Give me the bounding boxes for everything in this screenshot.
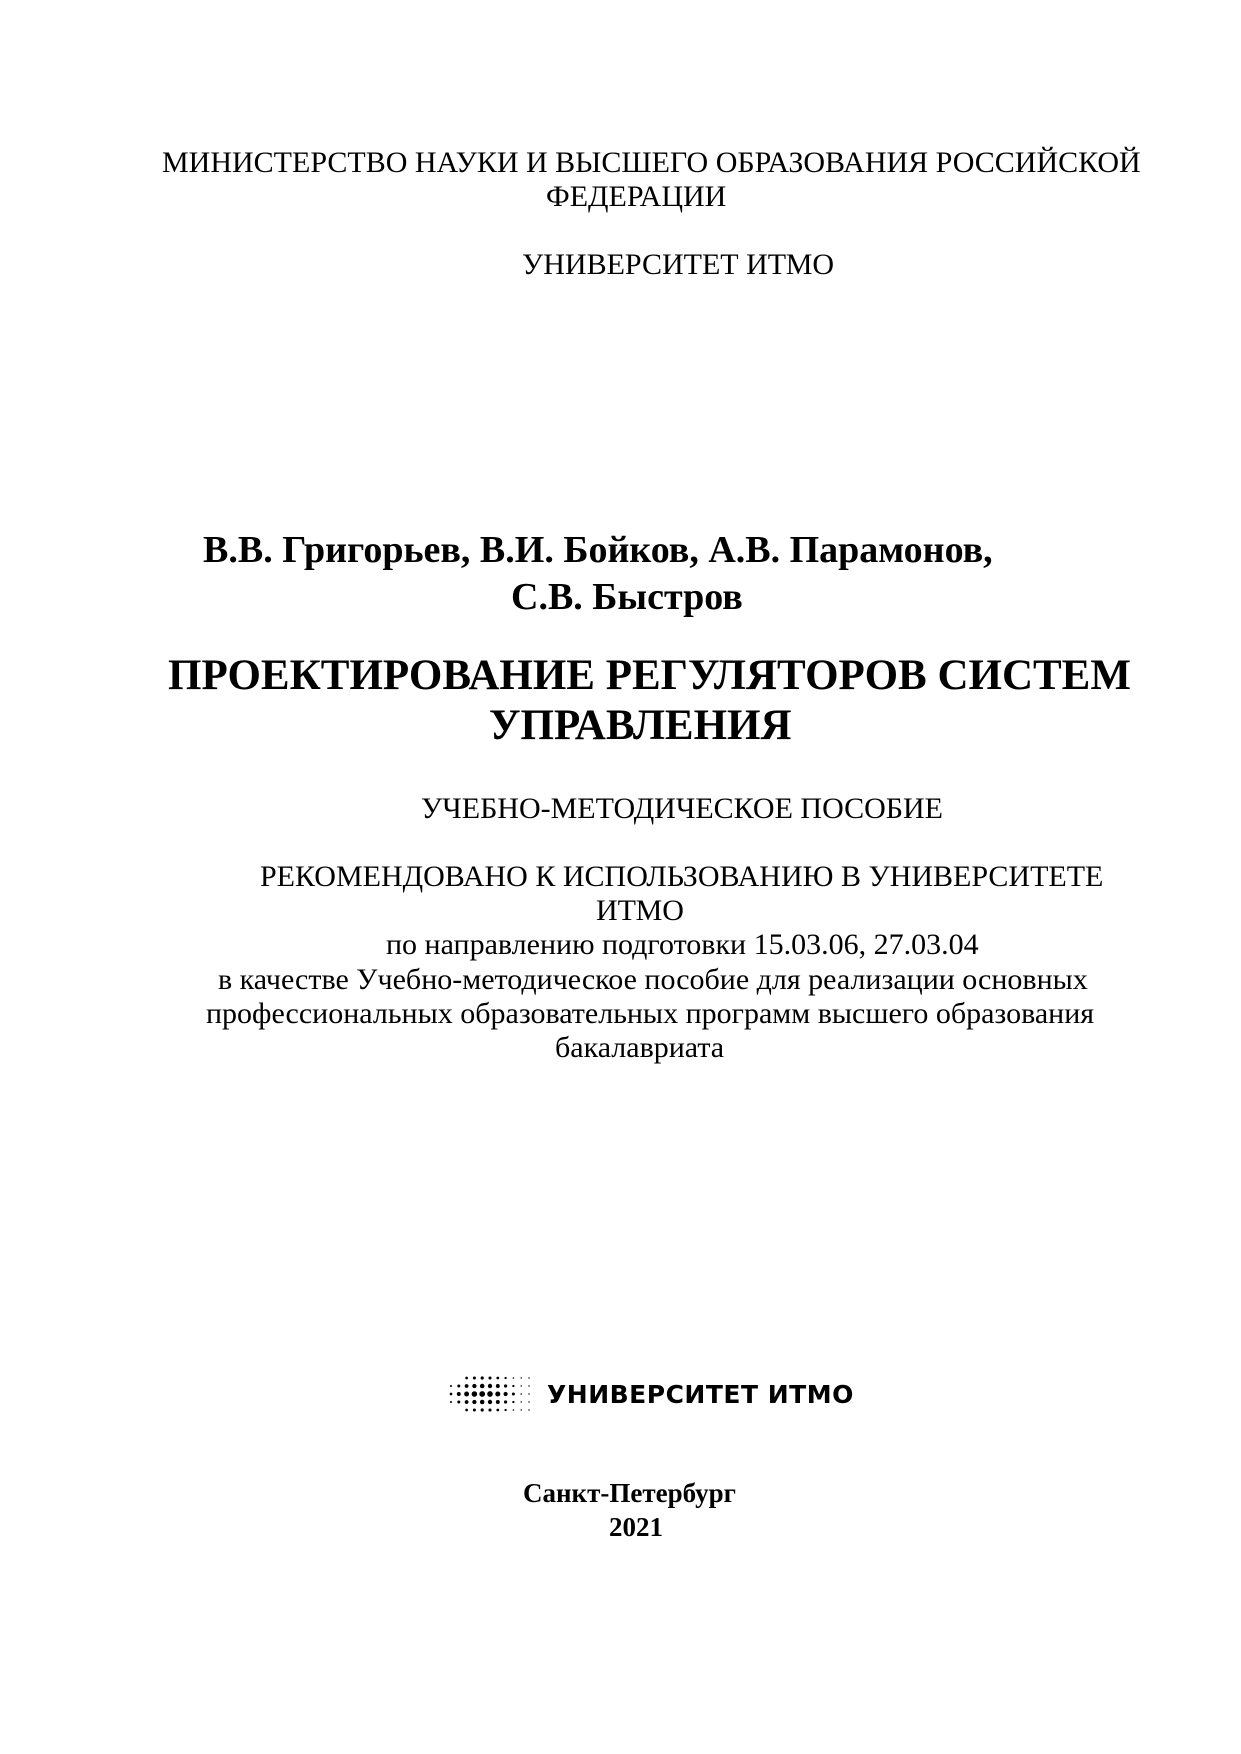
logo-dot xyxy=(487,1391,493,1397)
recommendation-line-1: РЕКОМЕНДОВАНО К ИСПОЛЬЗОВАНИЮ В УНИВЕРСИТЕТЕ xyxy=(260,860,1104,893)
logo-dot xyxy=(457,1400,460,1403)
logo-dot xyxy=(504,1400,507,1403)
logo-dot xyxy=(480,1400,485,1405)
logo-dot xyxy=(528,1401,529,1402)
logo-dot xyxy=(520,1393,522,1395)
logo-dot xyxy=(504,1392,508,1396)
logo-dot xyxy=(472,1384,476,1388)
logo-dot xyxy=(528,1393,529,1394)
university-name: УНИВЕРСИТЕТ ИТМО xyxy=(522,248,835,281)
ministry-line-2: ФЕДЕРАЦИИ xyxy=(546,180,727,213)
city: Санкт-Петербург xyxy=(523,1478,736,1508)
logo-dot xyxy=(521,1401,522,1402)
logo-dot xyxy=(488,1400,492,1404)
logo-dot xyxy=(528,1377,529,1378)
logo-dot xyxy=(465,1409,468,1412)
logo-dot xyxy=(473,1376,476,1379)
logo-dot xyxy=(512,1385,514,1387)
year: 2021 xyxy=(609,1512,663,1542)
logo-text: УНИВЕРСИТЕТ ИТМО xyxy=(547,1379,854,1409)
logo-dot xyxy=(496,1384,500,1388)
logo-dot xyxy=(465,1377,468,1380)
logo-dot xyxy=(457,1384,460,1387)
logo-dot xyxy=(512,1393,515,1396)
authors-line-2: С.В. Быстров xyxy=(511,576,743,618)
logo-dot xyxy=(481,1376,484,1379)
recommendation-line-5: профессиональных образовательных программ высшего образования xyxy=(206,997,1095,1030)
recommendation-line-3: по направлению подготовки 15.03.06, 27.03.04 xyxy=(386,928,979,961)
recommendation-line-6: бакалавриата xyxy=(555,1031,725,1064)
title-line-2: УПРАВЛЕНИЯ xyxy=(489,702,792,749)
itmo-logo xyxy=(447,1372,854,1416)
logo-dot xyxy=(528,1385,529,1386)
logo-dot xyxy=(521,1385,522,1386)
logo-dot xyxy=(504,1384,507,1387)
logo-dot xyxy=(488,1376,491,1379)
logo-dot xyxy=(528,1409,529,1410)
logo-dot xyxy=(488,1408,491,1411)
logo-dot xyxy=(480,1384,485,1389)
logo-dot xyxy=(457,1392,461,1396)
logo-dot xyxy=(450,1393,453,1396)
title-line-1: ПРОЕКТИРОВАНИЕ РЕГУЛЯТОРОВ СИСТЕМ xyxy=(168,652,1131,699)
logo-dot xyxy=(521,1377,522,1378)
logo-dot xyxy=(504,1377,506,1379)
logo-dot xyxy=(479,1391,485,1397)
logo-dot xyxy=(504,1409,506,1411)
itmo-dots-logo-icon xyxy=(447,1373,533,1415)
ministry-line-1: МИНИСТЕРСТВО НАУКИ И ВЫСШЕГО ОБРАЗОВАНИЯ РОССИЙСКОЙ xyxy=(162,146,1141,179)
logo-dot xyxy=(521,1409,522,1410)
recommendation-line-4: в качестве Учебно-методическое пособие для реализации основных xyxy=(218,963,1088,996)
authors-line-1: В.В. Григорьев, В.И. Бойков, А.В. Парамонов, xyxy=(203,529,993,571)
logo-dot xyxy=(465,1400,469,1404)
logo-dot xyxy=(496,1377,499,1380)
logo-dot xyxy=(473,1408,476,1411)
logo-dot xyxy=(472,1400,476,1404)
logo-dot xyxy=(488,1384,492,1388)
logo-dot xyxy=(450,1385,452,1387)
logo-dot xyxy=(495,1391,500,1396)
logo-dot xyxy=(450,1401,452,1403)
logo-dot xyxy=(496,1409,499,1412)
logo-dot xyxy=(512,1401,514,1403)
logo-dot xyxy=(481,1408,484,1411)
document-type: УЧЕБНО-МЕТОДИЧЕСКОЕ ПОСОБИЕ xyxy=(421,792,944,825)
recommendation-line-2: ИТМО xyxy=(596,894,684,927)
logo-dot xyxy=(465,1384,469,1388)
logo-dot xyxy=(472,1391,478,1397)
logo-dot xyxy=(464,1392,469,1397)
logo-dot xyxy=(496,1400,500,1404)
logo-dot xyxy=(513,1409,515,1411)
logo-dot xyxy=(513,1377,515,1379)
